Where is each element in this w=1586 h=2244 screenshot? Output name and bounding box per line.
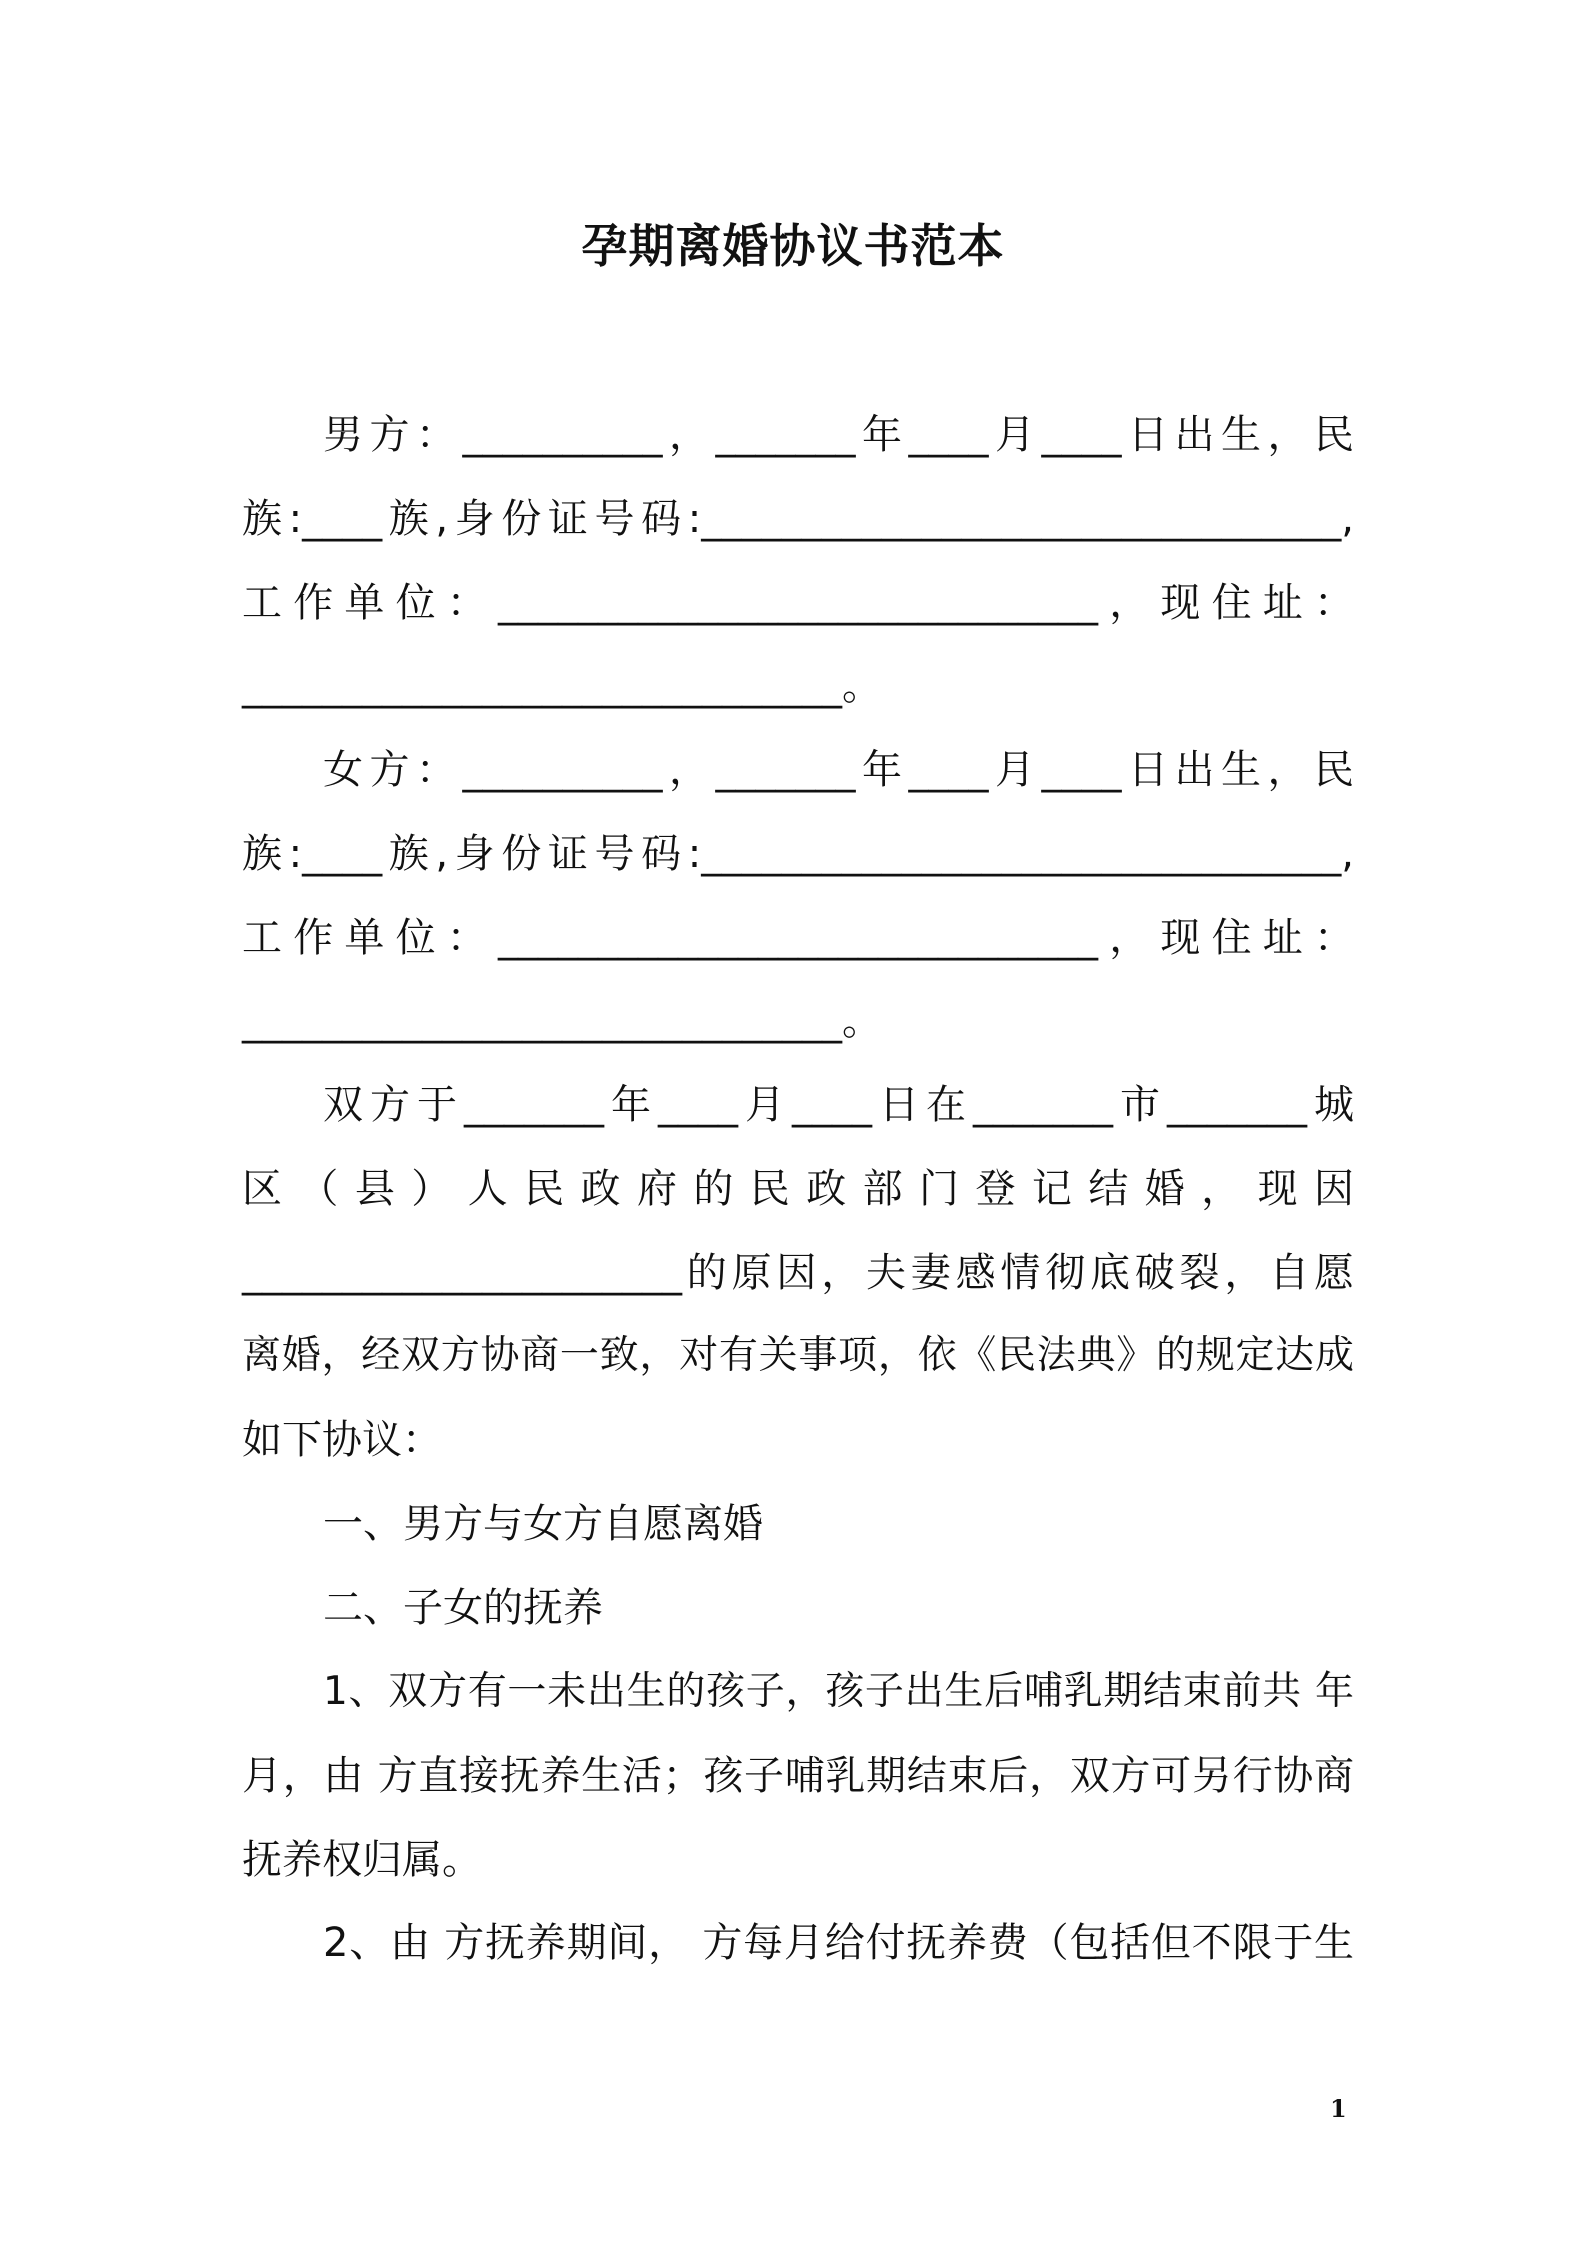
section-heading-2: 二、子女的抚养 [323, 1585, 603, 1631]
male-party-line-1: 男方：__________，_______年____月____日出生，民 [323, 412, 1354, 458]
clause-1-line-2: 月，由 方直接抚养生活；孩子哺乳期结束后，双方可另行协商 [242, 1753, 1354, 1799]
marriage-paragraph-line-4: 离婚，经双方协商一致，对有关事项，依《民法典》的规定达成 [242, 1333, 1354, 1378]
clause-2-line-1: 2、由 方抚养期间， 方每月给付抚养费（包括但不限于生 [323, 1920, 1354, 1966]
male-party-line-4: ______________________________。 [242, 663, 882, 709]
section-heading-1: 一、男方与女方自愿离婚 [323, 1501, 763, 1547]
female-party-line-1: 女方：__________，_______年____月____日出生，民 [323, 747, 1354, 793]
male-party-line-2: 族:____族,身份证号码:________________________________, [242, 496, 1354, 542]
marriage-paragraph-line-5: 如下协议： [242, 1417, 442, 1463]
document-title: 孕期离婚协议书范本 [581, 219, 1005, 273]
female-party-line-3: 工作单位：______________________________，现住址： [242, 915, 1354, 961]
marriage-paragraph-line-3: ______________________的原因，夫妻感情彻底破裂，自愿 [242, 1250, 1354, 1296]
clause-1-line-1: 1、双方有一未出生的孩子，孩子出生后哺乳期结束前共 年 [323, 1669, 1354, 1714]
marriage-paragraph-line-1: 双方于_______年____月____日在_______市_______城 [323, 1082, 1354, 1128]
male-party-line-3: 工作单位：______________________________，现住址： [242, 580, 1354, 626]
marriage-paragraph-line-2: 区（县）人民政府的民政部门登记结婚，现因 [242, 1166, 1354, 1212]
female-party-line-4: ______________________________。 [242, 998, 882, 1044]
female-party-line-2: 族:____族,身份证号码:________________________________, [242, 831, 1354, 877]
clause-1-line-3: 抚养权归属。 [242, 1837, 482, 1883]
page-number: 1 [1330, 2094, 1347, 2123]
